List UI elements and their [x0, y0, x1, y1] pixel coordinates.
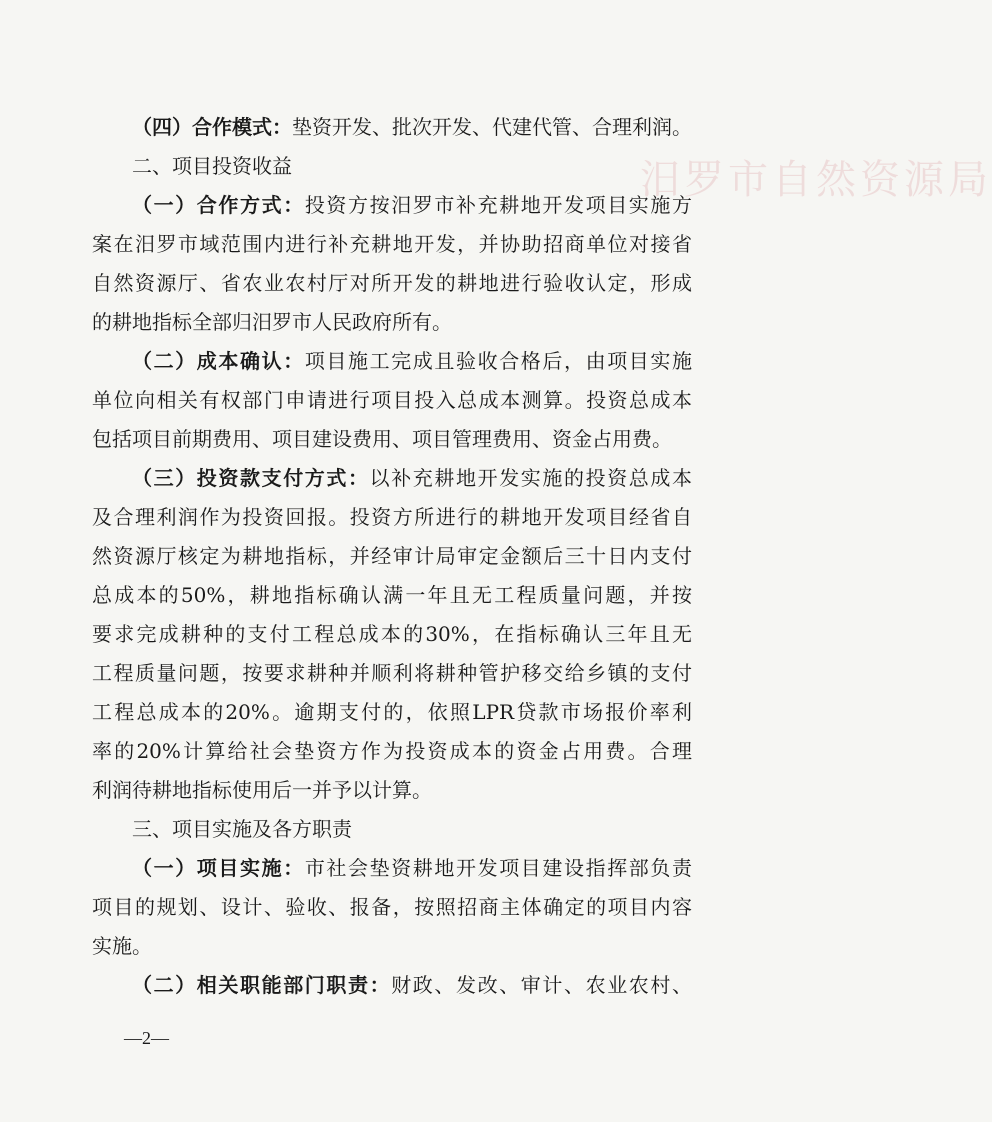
- paragraph-line: [92, 186, 692, 225]
- paragraph-line: [92, 342, 692, 381]
- paragraph-lead: （三）投资款支付方式：: [132, 466, 370, 490]
- bleed-through-text: 汨罗市自然资源局: [640, 157, 992, 203]
- paragraph-lead: （二）相关职能部门职责：: [132, 973, 392, 997]
- line-text: 以补充耕地开发实施的投资总成本: [369, 466, 693, 490]
- line-text: 财政、发改、审计、农业农村、: [391, 973, 693, 997]
- line-text: 市社会垫资耕地开发项目建设指挥部负责: [304, 856, 693, 880]
- paragraph-line: [92, 303, 692, 342]
- line-text: 工程总成本的20%。逾期支付的，依照LPR贷款市场报价率利: [92, 700, 692, 724]
- paragraph-line: [92, 849, 692, 888]
- line-text: 工程质量问题，按要求耕种并顺利将耕种管护移交给乡镇的支付: [92, 661, 692, 685]
- line-text: 二、项目投资收益: [132, 154, 292, 178]
- paragraph-lead: （二）成本确认：: [132, 349, 305, 373]
- line-text: 的耕地指标全部归汨罗市人民政府所有。: [92, 310, 452, 334]
- line-text: 案在汨罗市域范围内进行补充耕地开发，并协助招商单位对接省: [92, 232, 692, 256]
- paragraph-line: [92, 654, 692, 693]
- paragraph-line: [92, 381, 692, 420]
- line-text: 实施。: [92, 934, 152, 958]
- line-text: 利润待耕地指标使用后一并予以计算。: [92, 778, 432, 802]
- paragraph-line: [92, 927, 692, 966]
- line-text: 要求完成耕种的支付工程总成本的30%，在指标确认三年且无: [92, 622, 692, 646]
- paragraph-line: [92, 966, 692, 1005]
- paragraph-line: [92, 420, 692, 459]
- line-text: 垫资开发、批次开发、代建代管、合理利润。: [292, 115, 692, 139]
- line-text: 单位向相关有权部门申请进行项目投入总成本测算。投资总成本: [92, 388, 692, 412]
- paragraph-line: [92, 615, 692, 654]
- page-number: —2—: [124, 1028, 169, 1048]
- paragraph-lead: （一）项目实施：: [132, 856, 305, 880]
- paragraph-line: [92, 693, 692, 732]
- line-text: 三、项目实施及各方职责: [132, 817, 352, 841]
- line-text: 及合理利润作为投资回报。投资方所进行的耕地开发项目经省自: [92, 505, 692, 529]
- line-text: 自然资源厅、省农业农村厅对所开发的耕地进行验收认定，形成: [92, 271, 692, 295]
- paragraph-line: [92, 576, 692, 615]
- paragraph-line: [92, 264, 692, 303]
- paragraph-line: [92, 498, 692, 537]
- paragraph-line: [92, 888, 692, 927]
- paragraph-line: [92, 108, 692, 147]
- paragraph-lead: （一）合作方式：: [132, 193, 305, 217]
- line-text: 率的20%计算给社会垫资方作为投资成本的资金占用费。合理: [92, 739, 692, 763]
- paragraph-line: [92, 771, 692, 810]
- line-text: 然资源厅核定为耕地指标，并经审计局审定金额后三十日内支付: [92, 544, 692, 568]
- line-text: 包括项目前期费用、项目建设费用、项目管理费用、资金占用费。: [92, 427, 672, 451]
- line-text: 项目的规划、设计、验收、报备，按照招商主体确定的项目内容: [92, 895, 692, 919]
- paragraph-line: [92, 225, 692, 264]
- line-text: 项目施工完成且验收合格后，由项目实施: [304, 349, 693, 373]
- document-body: [92, 108, 692, 1005]
- section-heading: [92, 810, 692, 849]
- line-text: 总成本的50%，耕地指标确认满一年且无工程质量问题，并按: [92, 583, 692, 607]
- line-text: 投资方按汨罗市补充耕地开发项目实施方: [304, 193, 693, 217]
- paragraph-lead: （四）合作模式：: [132, 115, 292, 139]
- paragraph-line: [92, 537, 692, 576]
- paragraph-line: [92, 732, 692, 771]
- paragraph-line: [92, 459, 692, 498]
- section-heading: [92, 147, 692, 186]
